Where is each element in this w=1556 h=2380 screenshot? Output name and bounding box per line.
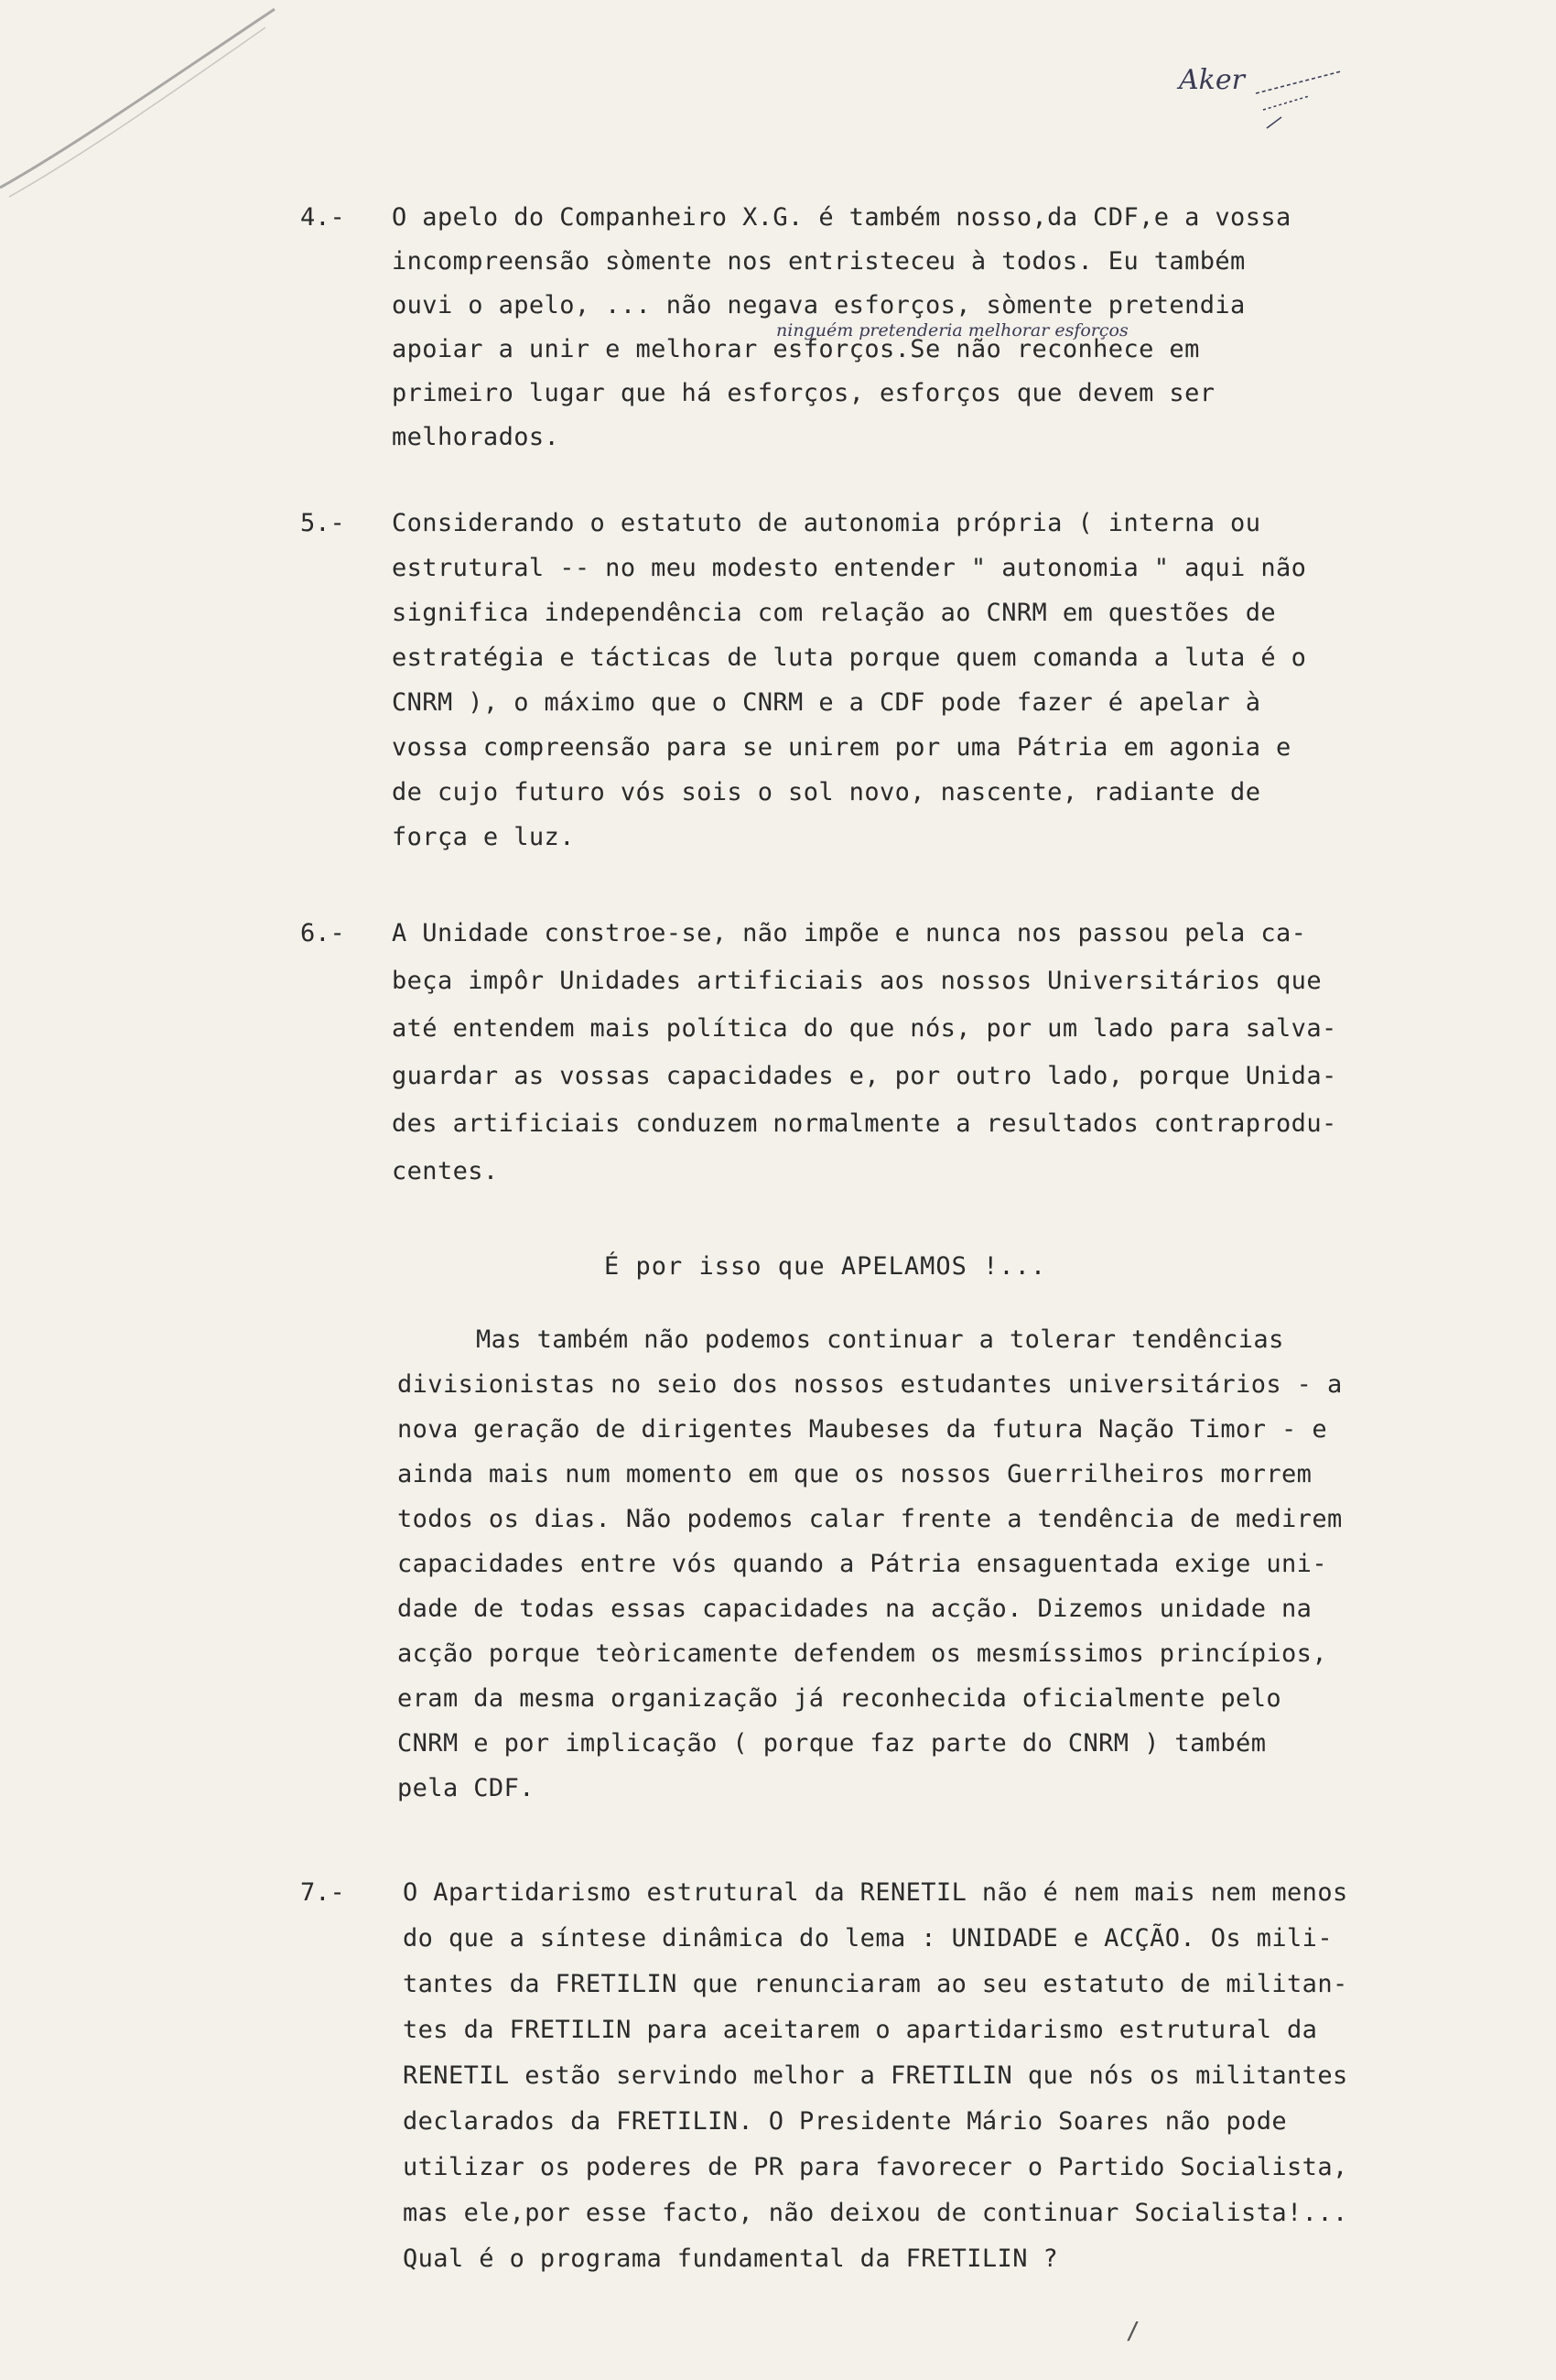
text-line: CNRM ), o máximo que o CNRM e a CDF pode fazer é apelar à	[392, 688, 1261, 717]
text-line: força e luz.	[392, 823, 575, 851]
text-line: estratégia e tácticas de luta porque quem comanda a luta é o	[392, 644, 1307, 672]
pen-mark: /	[1126, 2318, 1140, 2345]
corner-scratch-mark	[0, 0, 311, 211]
text-line: dade de todas essas capacidades na acção. Dizemos unidade na	[397, 1595, 1313, 1623]
text-line: melhorados.	[392, 423, 560, 451]
text-line: mas ele,por esse facto, não deixou de continuar Socialista!...	[403, 2199, 1348, 2227]
text-line: primeiro lugar que há esforços, esforços que devem ser	[392, 379, 1216, 407]
text-line: guardar as vossas capacidades e, por outro lado, porque Unida-	[392, 1062, 1337, 1090]
section-number: 4.-	[300, 203, 345, 232]
handwritten-insert: ninguém pretenderia melhorar esforços	[776, 320, 1129, 341]
text-line: vossa compreensão para se unirem por uma Pátria em agonia e	[392, 733, 1291, 762]
text-line: utilizar os poderes de PR para favorecer o Partido Socialista,	[403, 2153, 1348, 2181]
text-line: A Unidade constroe-se, não impõe e nunca nos passou pela ca-	[392, 919, 1307, 947]
text-line: tantes da FRETILIN que renunciaram ao seu estatuto de militan-	[403, 1970, 1348, 1998]
section-number: 5.-	[300, 509, 345, 537]
text-line: declarados da FRETILIN. O Presidente Mário Soares não pode	[403, 2107, 1288, 2136]
text-line: apoiar a unir e melhorar esforços.Se não reconhece em	[392, 335, 1200, 363]
text-line: CNRM e por implicação ( porque faz parte do CNRM ) também	[397, 1729, 1267, 1758]
text-line: significa independência com relação ao CNRM em questões de	[392, 599, 1277, 627]
text-line: estrutural -- no meu modesto entender " autonomia " aqui não	[392, 554, 1307, 582]
text-line: ouvi o apelo, ... não negava esforços, sòmente pretendia	[392, 291, 1246, 319]
text-line: todos os dias. Não podemos calar frente a tendência de medirem	[397, 1505, 1343, 1533]
text-line: des artificiais conduzem normalmente a resultados contraprodu-	[392, 1109, 1337, 1138]
text-line: O apelo do Companheiro X.G. é também nosso,da CDF,e a vossa	[392, 203, 1291, 232]
text-line: eram da mesma organização já reconhecida oficialmente pelo	[397, 1684, 1282, 1713]
text-line: Considerando o estatuto de autonomia própria ( interna ou	[392, 509, 1261, 537]
text-line: beça impôr Unidades artificiais aos nossos Universitários que	[392, 967, 1322, 995]
text-line: nova geração de dirigentes Maubeses da futura Nação Timor - e	[397, 1415, 1327, 1444]
section-number: 6.-	[300, 919, 345, 947]
text-line: do que a síntese dinâmica do lema : UNIDADE e ACÇÃO. Os mili-	[403, 1924, 1333, 1953]
text-line: centes.	[392, 1157, 499, 1185]
text-line: pela CDF.	[397, 1774, 535, 1802]
text-line: capacidades entre vós quando a Pátria ensaguentada exige uni-	[397, 1550, 1327, 1578]
handwritten-dashes	[1254, 64, 1345, 146]
text-line: Qual é o programa fundamental da FRETILIN ?	[403, 2245, 1059, 2273]
text-line: incompreensão sòmente nos entristeceu à todos. Eu também	[392, 247, 1246, 276]
section-number: 7.-	[300, 1878, 345, 1907]
text-line: de cujo futuro vós sois o sol novo, nascente, radiante de	[392, 778, 1261, 806]
text-line: tes da FRETILIN para aceitarem o apartidarismo estrutural da	[403, 2016, 1318, 2044]
text-line: RENETIL estão servindo melhor a FRETILIN que nós os militantes	[403, 2061, 1348, 2090]
handwritten-initials: Aker	[1179, 64, 1245, 96]
text-line: ainda mais num momento em que os nossos Guerrilheiros morrem	[397, 1460, 1313, 1488]
text-line: até entendem mais política do que nós, por um lado para salva-	[392, 1014, 1337, 1043]
text-line: Mas também não podemos continuar a tolerar tendências	[476, 1325, 1284, 1354]
appeal-heading: É por isso que APELAMOS !...	[604, 1252, 1047, 1281]
text-line: acção porque teòricamente defendem os mesmíssimos princípios,	[397, 1639, 1327, 1668]
text-line: O Apartidarismo estrutural da RENETIL não é nem mais nem menos	[403, 1878, 1348, 1907]
text-line: divisionistas no seio dos nossos estudantes universitários - a	[397, 1370, 1343, 1399]
